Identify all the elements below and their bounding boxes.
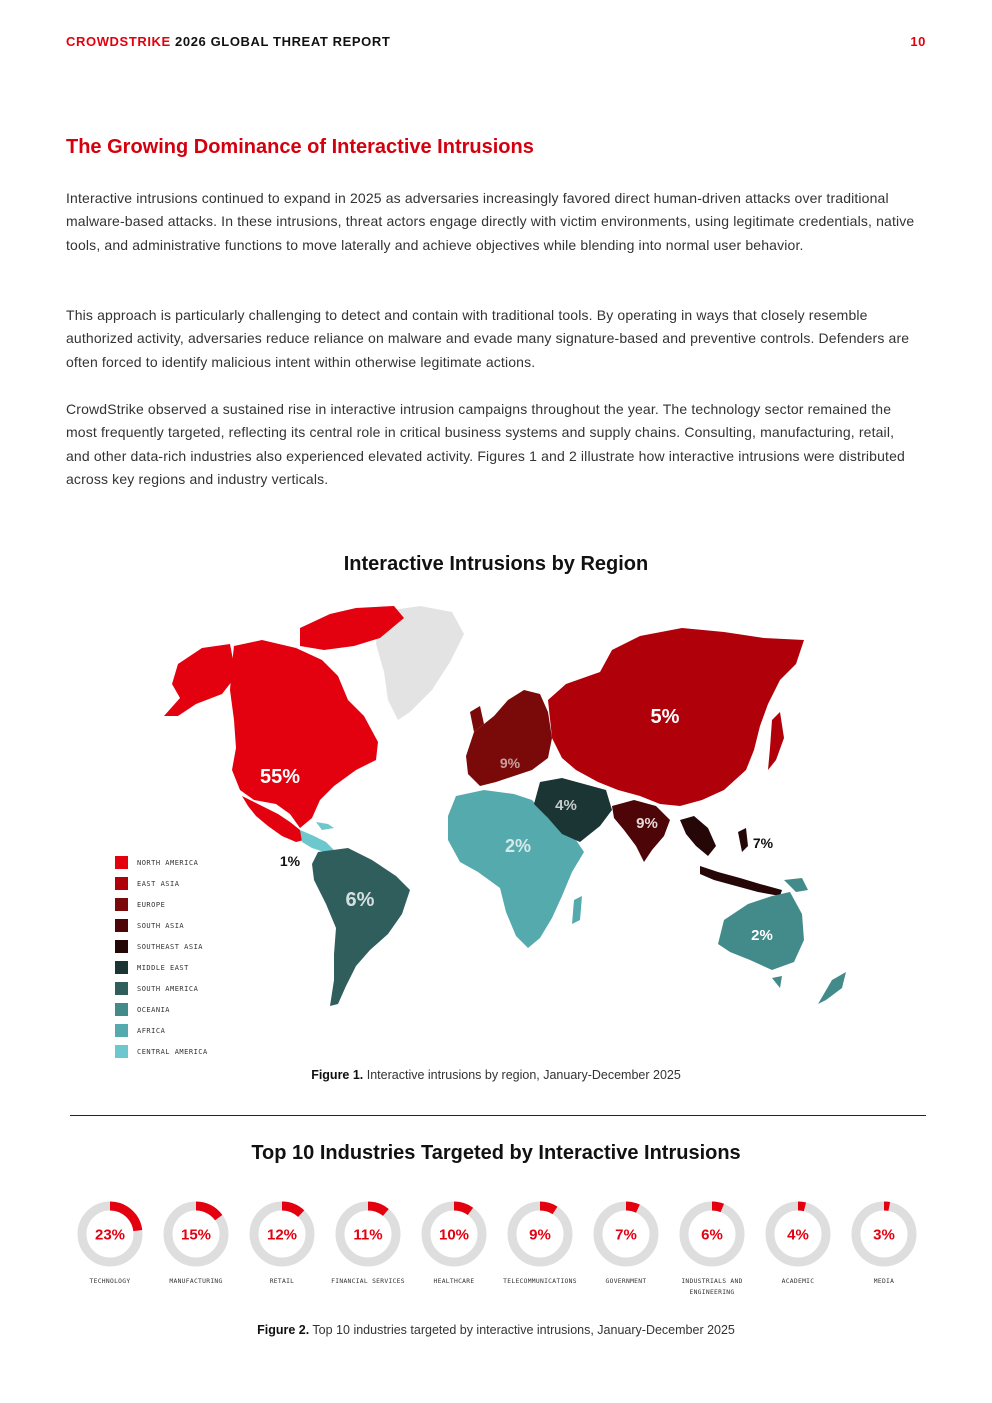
figure2-title: Top 10 Industries Targeted by Interactive Intrusions [251,1142,741,1164]
donut-chart [850,1200,918,1268]
donut-percent: 4% [787,1226,809,1244]
donut-percent: 15% [180,1226,212,1244]
legend-swatch [115,898,128,911]
donut-chart [506,1200,574,1268]
label-southeast-asia: 7% [752,835,774,851]
donut-chart [248,1200,316,1268]
indonesia-shape [700,866,782,896]
paragraph-2: This approach is particularly challenging to detect and contain with traditional tools. By operating in ways that closely resemble authorized activity, adversaries reduce reliance on malware and evade many signature-based and preventive controls. Defenders are often forced to identify malicious intent within otherwise legitimate actions. [66,307,910,370]
industry-item [755,1200,841,1298]
legend-label: NORTH AMERICA [137,858,199,867]
legend-item [115,1041,208,1062]
donut-percent: 10% [438,1226,470,1244]
industry-item [239,1200,325,1298]
legend-label: SOUTH AMERICA [137,984,199,993]
central-america-shape [300,830,334,852]
donut-percent: 7% [615,1226,637,1244]
legend-item [115,1020,208,1041]
legend-item [115,894,208,915]
donut-percent: 3% [873,1226,895,1244]
figure1-title: Interactive Intrusions by Region [343,553,649,575]
philippines-shape [738,828,748,852]
label-europe: 9% [499,755,521,771]
donut-percent: 9% [529,1226,551,1244]
industry-label: RETAIL [269,1278,295,1285]
label-south-asia: 9% [636,815,658,832]
new-zealand-shape [818,972,846,1004]
donut-chart [678,1200,746,1268]
page-number: 10 [910,34,926,49]
industry-label: HEALTHCARE [433,1278,475,1285]
industry-label: INDUSTRIALS AND ENGINEERING [681,1278,743,1296]
legend-swatch [115,877,128,890]
figure2-caption-text: Top 10 industries targeted by interactive intrusions, January-December 2025 [309,1323,735,1337]
southeast-asia-shape [680,816,716,856]
legend-label: SOUTHEAST ASIA [137,942,204,951]
paragraph-3: CrowdStrike observed a sustained rise in interactive intrusion campaigns throughout the year. The technology sector remained the most frequently targeted, reflecting its central role in critical business systems and supply chains. Consulting, manufacturing, retail, and other data-rich industries also experienced elevated activity. Figures 1 and 2 illustrate how interactive intrusions were distributed across key regions and industry verticals. [66,401,905,488]
map-legend [115,852,208,1062]
industry-item [67,1200,153,1298]
label-central-america: 1% [279,853,301,869]
legend-item [115,873,208,894]
legend-item [115,999,208,1020]
legend-label: AFRICA [137,1026,166,1035]
donut-chart [420,1200,488,1268]
figure1-caption-label: Figure 1. [311,1068,364,1082]
legend-label: SOUTH ASIA [137,921,185,930]
legend-item [115,936,208,957]
legend-item [115,852,208,873]
legend-label: OCEANIA [137,1005,171,1014]
industry-donuts [67,1200,927,1298]
legend-item [115,978,208,999]
paragraph-1: Interactive intrusions continued to expand in 2025 as adversaries increasingly favored direct human-driven attacks over traditional malware-based attacks. In these intrusions, threat actors engage directly with victim environments, using legitimate credentials, native tools, and administrative functions to move laterally and achieve objectives while blending into normal user behavior. [66,190,915,253]
industry-label: MEDIA [873,1278,895,1285]
legend-item [115,957,208,978]
donut-chart [162,1200,230,1268]
europe-shape [466,690,552,786]
legend-label: CENTRAL AMERICA [137,1047,208,1056]
legend-swatch [115,1003,128,1016]
figure2-caption [0,1323,992,1337]
industry-label: TELECOMMUNICATIONS [503,1278,577,1285]
industry-item [497,1200,583,1298]
section-title: The Growing Dominance of Interactive Intrusions [66,136,534,158]
donut-chart [76,1200,144,1268]
label-south-america: 6% [345,889,375,911]
industry-item [669,1200,755,1298]
legend-swatch [115,856,128,869]
industry-item [583,1200,669,1298]
donut-percent: 11% [353,1226,383,1244]
legend-swatch [115,919,128,932]
legend-swatch [115,982,128,995]
industry-item [325,1200,411,1298]
legend-label: EAST ASIA [137,879,180,888]
label-africa: 2% [504,836,532,856]
donut-percent: 12% [266,1226,298,1244]
alaska-shape [164,644,236,716]
industry-item [411,1200,497,1298]
donut-chart [764,1200,832,1268]
label-north-america: 55% [259,766,301,788]
legend-label: MIDDLE EAST [137,963,189,972]
legend-item [115,915,208,936]
legend-swatch [115,1024,128,1037]
tasmania-shape [772,976,782,988]
north-america-shape [230,640,378,828]
south-america-shape [312,848,410,1006]
caribbean-shape [316,822,334,830]
japan-shape [768,712,784,770]
donut-percent: 6% [701,1226,723,1244]
report-title: 2026 GLOBAL THREAT REPORT [175,34,391,49]
industry-label: ACADEMIC [781,1278,815,1285]
industry-item [841,1200,927,1298]
label-east-asia: 5% [650,706,680,728]
section-divider [70,1115,926,1116]
figure1-caption-text: Interactive intrusions by region, January-December 2025 [363,1068,681,1082]
figure1-caption [0,1068,992,1082]
legend-swatch [115,1045,128,1058]
madagascar-shape [572,896,582,924]
legend-label: EUROPE [137,900,166,909]
brand-name: CROWDSTRIKE [66,34,171,49]
label-oceania: 2% [751,927,773,944]
industry-label: TECHNOLOGY [89,1278,131,1285]
industry-item [153,1200,239,1298]
figure2-caption-label: Figure 2. [257,1323,310,1337]
papua-shape [784,878,808,892]
donut-chart [592,1200,660,1268]
donut-chart [334,1200,402,1268]
industry-label: MANUFACTURING [169,1278,223,1285]
industry-label: FINANCIAL SERVICES [331,1278,405,1285]
label-middle-east: 4% [555,797,577,814]
legend-swatch [115,961,128,974]
industry-label: GOVERNMENT [605,1278,647,1285]
legend-swatch [115,940,128,953]
donut-percent: 23% [94,1226,126,1244]
